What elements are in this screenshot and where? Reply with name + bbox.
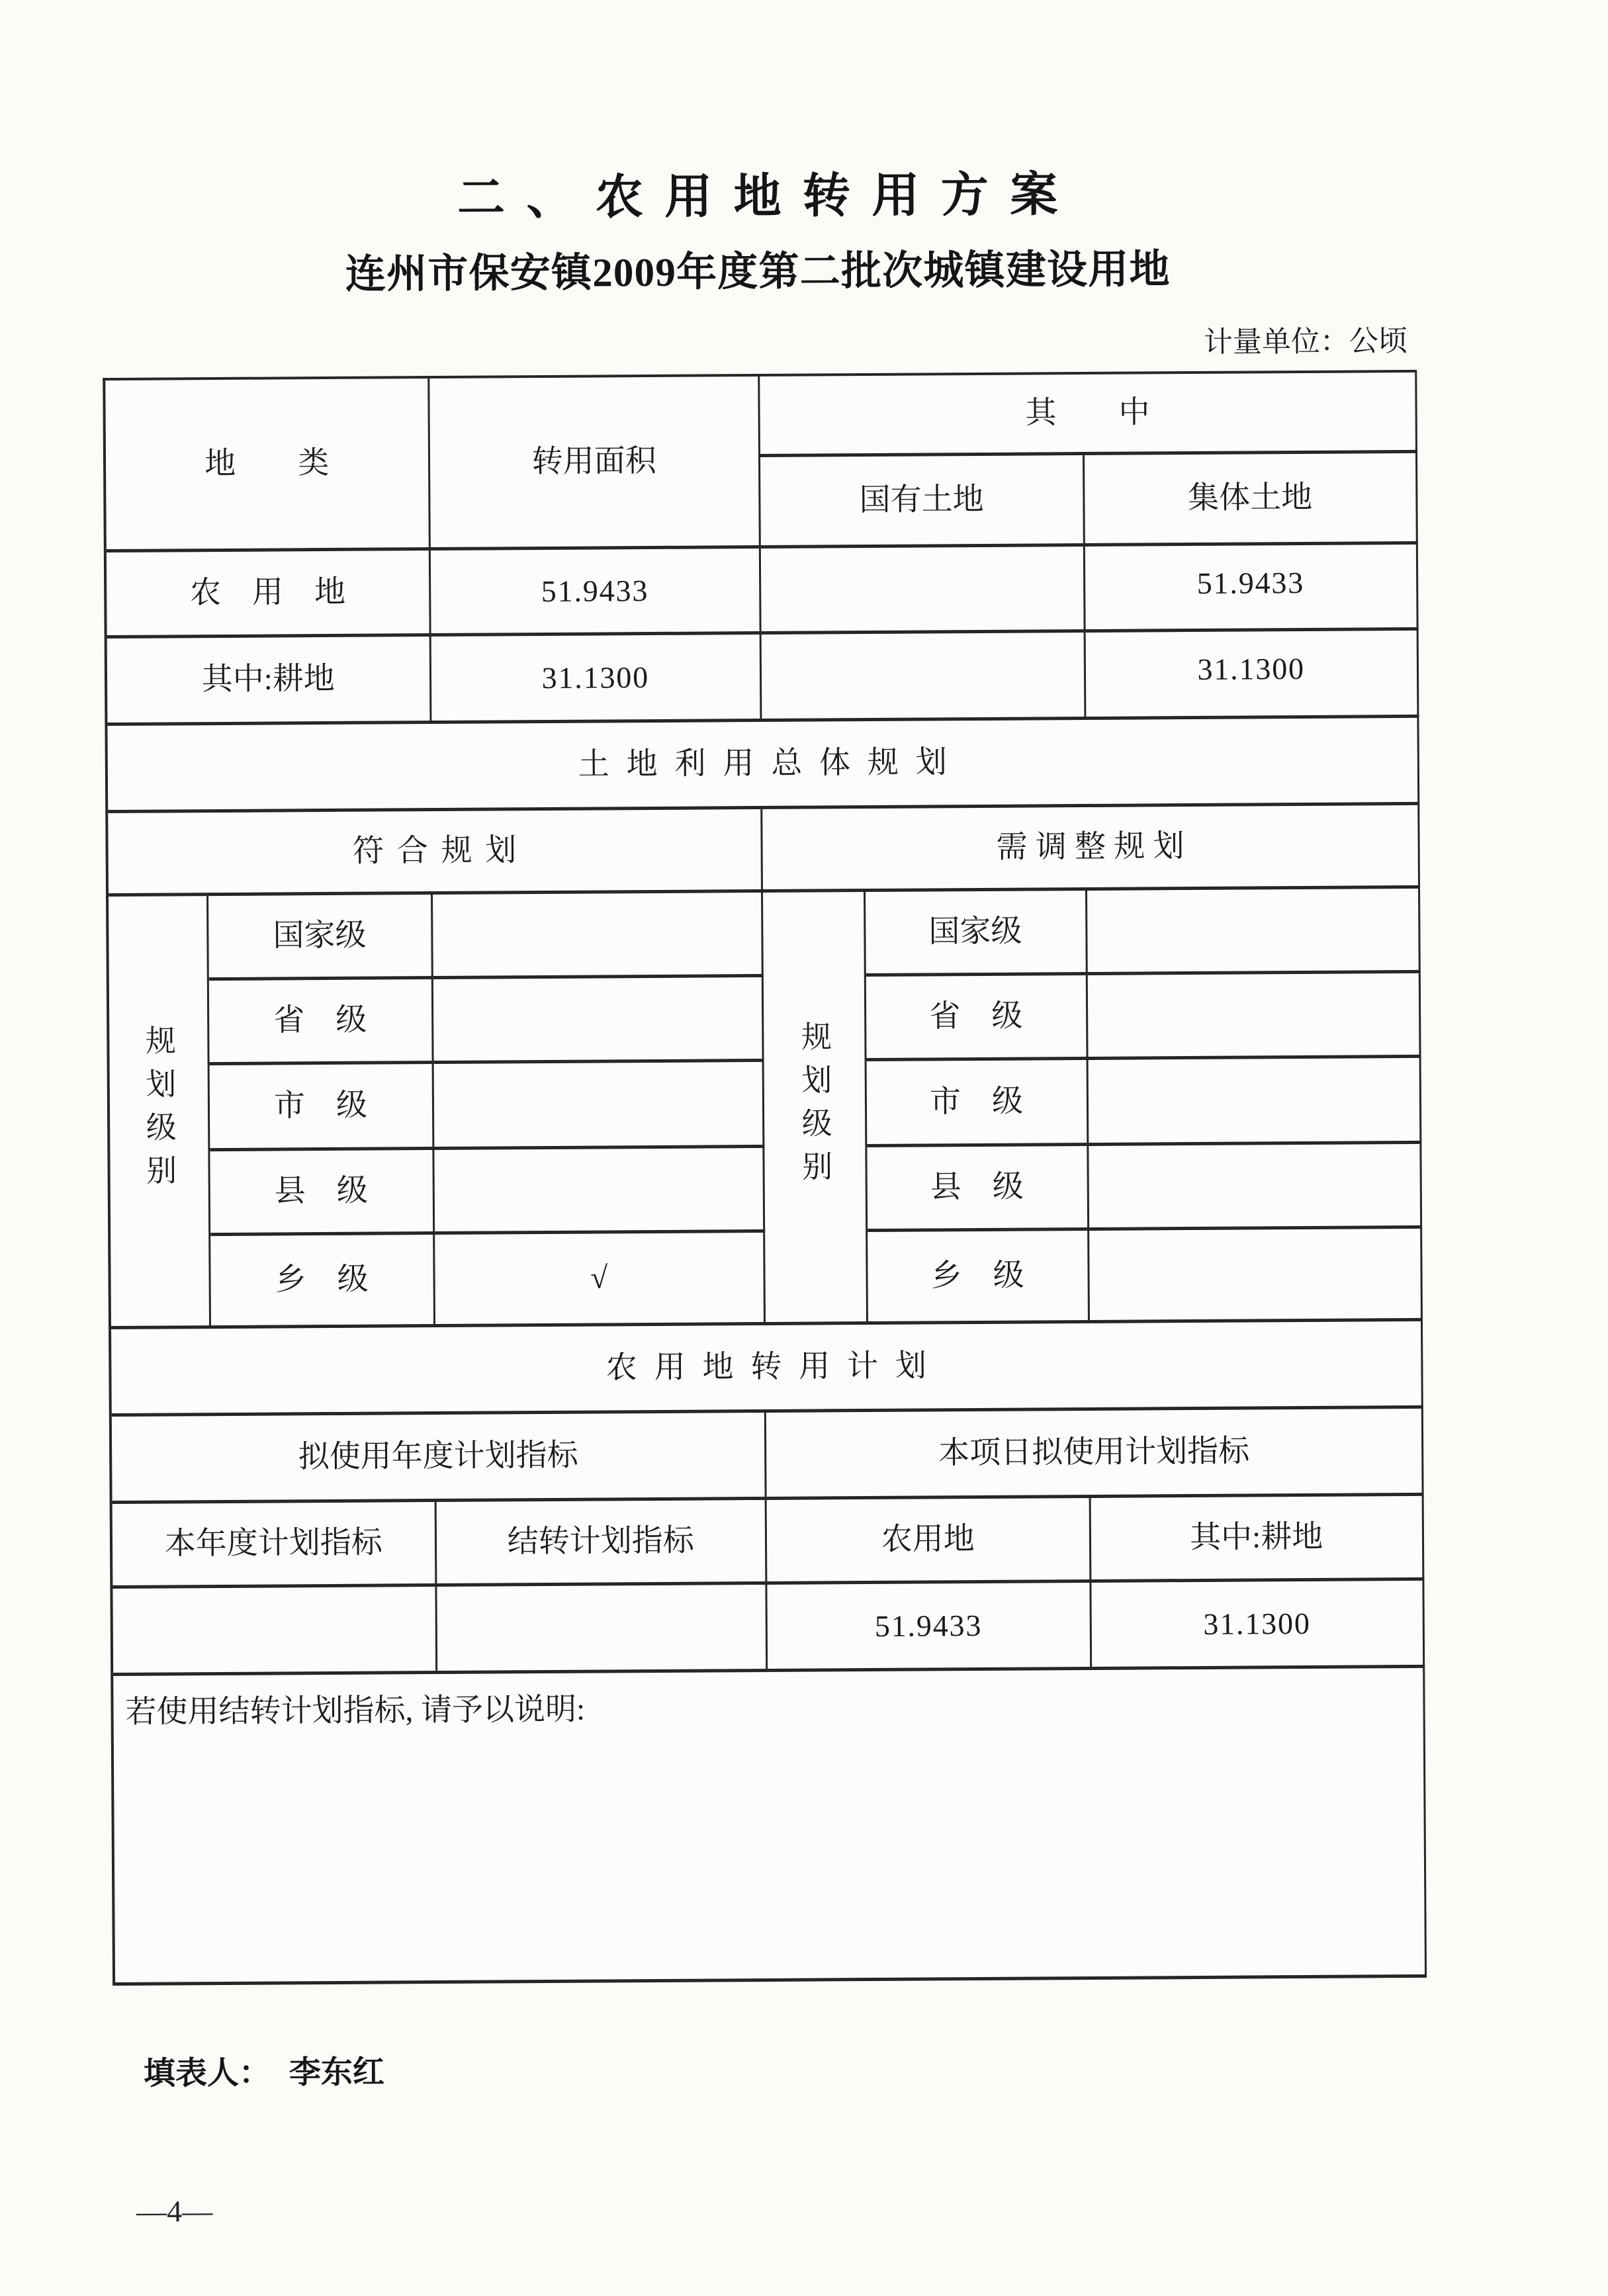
collective-land-header: 集体土地	[1085, 453, 1418, 547]
current-year-indicator-header: 本年度计划指标	[112, 1502, 437, 1589]
conversion-area-header: 转用面积	[429, 376, 761, 551]
master-plan-header: 土地利用总体规划	[107, 718, 1419, 813]
level-name-municipal-right: 市 级	[866, 1060, 1089, 1147]
form-filler-line	[113, 2040, 1425, 2094]
level-name-township-left: 乡 级	[210, 1235, 435, 1329]
carryover-indicator-header: 结转计划指标	[436, 1500, 767, 1587]
cultivated-land-area-value: 31.1300	[431, 635, 762, 724]
planning-level-label-left: 规划级别	[109, 896, 211, 1329]
level-name-national-left: 国家级	[208, 895, 433, 981]
level-value-township-right	[1089, 1229, 1423, 1323]
level-name-county-left: 县 级	[210, 1150, 435, 1236]
page-number: —4—	[136, 2194, 213, 2229]
row-cultivated-land-label: 其中:耕地	[107, 637, 431, 726]
level-value-municipal-left	[433, 1062, 764, 1150]
level-name-township-right: 乡 级	[868, 1231, 1090, 1325]
carryover-explanation-note: 若使用结转计划指标, 请予以说明:	[113, 1668, 1427, 1986]
form-filler-name: 李东红	[289, 2054, 385, 2091]
agricultural-land-collective-value: 51.9433	[1085, 545, 1418, 633]
conversion-plan-header: 农用地转用计划	[111, 1321, 1423, 1417]
level-value-national-left	[433, 893, 764, 979]
annual-plan-indicator-header: 拟使用年度计划指标	[112, 1413, 767, 1504]
level-name-provincial-left: 省 级	[208, 979, 433, 1065]
form-filler-label: 填表人：	[143, 2055, 271, 2092]
cultivated-land-state-value	[762, 633, 1086, 722]
level-value-county-right	[1089, 1144, 1422, 1231]
level-name-municipal-left: 市 级	[209, 1064, 434, 1151]
page-title: 二、农用地转用方案	[457, 168, 1079, 225]
level-value-municipal-right	[1088, 1058, 1421, 1146]
planning-level-label-right: 规划级别	[763, 892, 868, 1325]
agricultural-land-state-value	[761, 547, 1085, 635]
among-which-header: 其 中	[760, 373, 1417, 457]
project-plan-indicator-header: 本项日拟使用计划指标	[766, 1409, 1424, 1500]
page-subtitle: 连州市保安镇2009年度第二批次城镇建设用地	[345, 247, 1171, 297]
conforms-plan-header: 符合规划	[108, 809, 763, 897]
level-value-township-left-checkmark: √	[435, 1233, 766, 1327]
agricultural-land-indicator-header: 农用地	[767, 1498, 1091, 1585]
cultivated-land-indicator-value: 31.1300	[1091, 1581, 1425, 1670]
row-agricultural-land-label: 农 用 地	[107, 551, 431, 639]
level-name-national-right: 国家级	[866, 891, 1088, 977]
level-value-national-right	[1087, 889, 1421, 975]
level-name-county-right: 县 级	[867, 1146, 1089, 1232]
state-owned-land-header: 国有土地	[760, 455, 1085, 549]
needs-adjustment-header: 需调整规划	[762, 805, 1420, 893]
carryover-indicator-value	[437, 1585, 768, 1674]
land-type-header: 地 类	[105, 378, 430, 552]
current-year-indicator-value	[112, 1587, 437, 1676]
land-conversion-table	[103, 370, 1427, 1986]
document-content	[101, 0, 1426, 2229]
agricultural-land-area-value: 51.9433	[430, 549, 761, 637]
level-value-provincial-left	[433, 977, 764, 1064]
measurement-unit-note: 计量单位：公顷	[1203, 325, 1408, 359]
level-value-county-left	[434, 1148, 765, 1235]
cultivated-land-collective-value: 31.1300	[1085, 631, 1419, 720]
cultivated-land-indicator-header: 其中:耕地	[1091, 1496, 1424, 1583]
level-name-provincial-right: 省 级	[866, 975, 1088, 1061]
level-value-provincial-right	[1087, 973, 1421, 1060]
agricultural-land-indicator-value: 51.9433	[767, 1583, 1091, 1672]
